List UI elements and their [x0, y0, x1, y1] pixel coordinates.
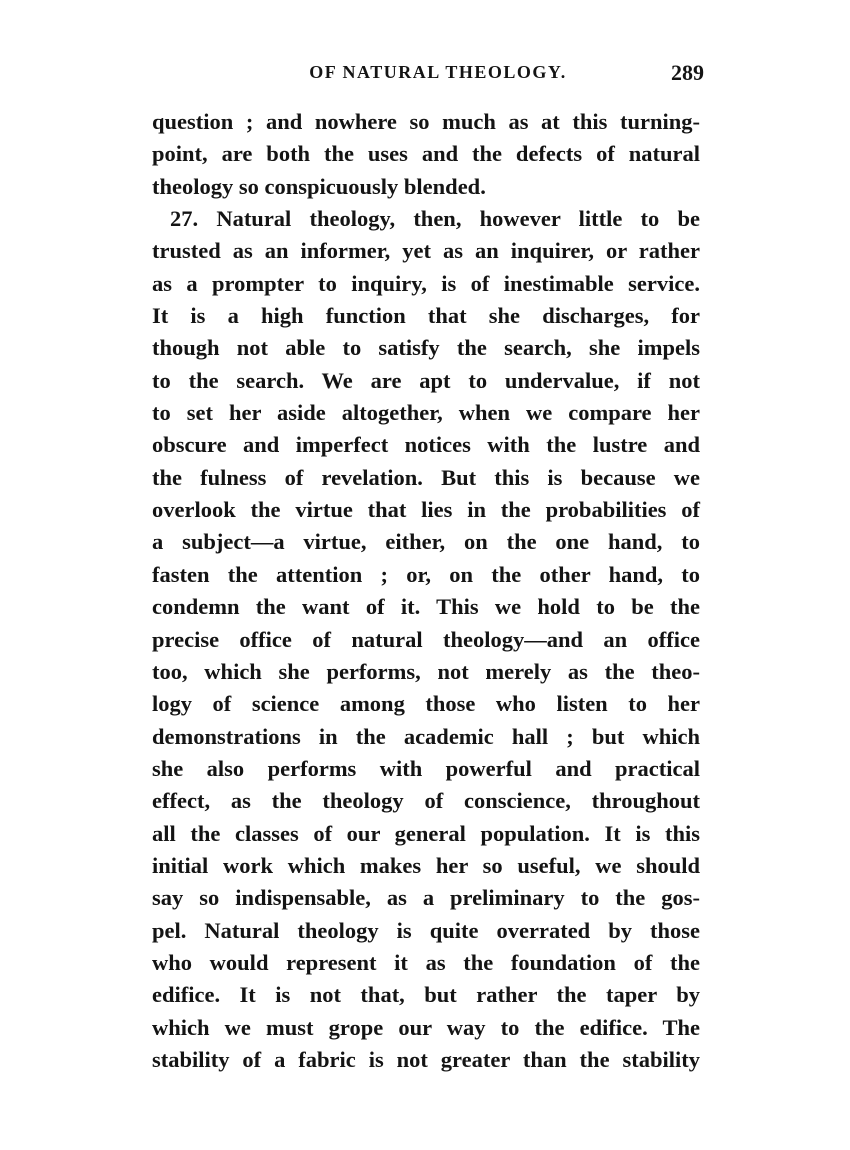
text-line: initial work which makes her so useful, we should — [152, 852, 700, 878]
text-line: the fulness of revelation. But this is because we — [152, 464, 700, 490]
text-line: demonstrations in the academic hall ; but which — [152, 723, 700, 749]
text-line: which we must grope our way to the edifice. The — [152, 1014, 700, 1040]
text-line: logy of science among those who listen to her — [152, 691, 700, 717]
text-line: to set her aside altogether, when we compare her — [152, 400, 700, 426]
running-title: OF NATURAL THEOLOGY. — [309, 62, 567, 82]
text-line: precise office of natural theology—and an office — [152, 626, 700, 652]
running-head — [152, 62, 704, 92]
text-line: effect, as the theology of conscience, throughout — [152, 788, 700, 814]
text-line: question ; and nowhere so much as at this turning- — [152, 109, 700, 134]
text-line: edifice. It is not that, but rather the taper by — [152, 982, 700, 1008]
text-line: say so indispensable, as a preliminary to the gos- — [152, 885, 700, 911]
text-line: overlook the virtue that lies in the probabilities of — [152, 497, 700, 523]
page-number: 289 — [671, 60, 704, 85]
text-line: to the search. We are apt to undervalue, if not — [152, 367, 700, 393]
text-line: as a prompter to inquiry, is of inestimable service. — [152, 270, 700, 296]
text-line: all the classes of our general population. It is this — [152, 820, 700, 846]
text-line: fasten the attention ; or, on the other hand, to — [152, 561, 700, 587]
text-line: stability of a fabric is not greater than the stability — [152, 1046, 700, 1072]
text-line: pel. Natural theology is quite overrated by those — [152, 917, 700, 943]
text-line: point, are both the uses and the defects of natural — [152, 141, 700, 167]
text-line: too, which she performs, not merely as the theo- — [152, 658, 700, 684]
text-line: she also performs with powerful and practical — [152, 755, 700, 781]
text-line: It is a high function that she discharges, for — [152, 303, 700, 329]
text-line: obscure and imperfect notices with the lustre and — [152, 432, 700, 458]
text-line: who would represent it as the foundation of the — [152, 949, 700, 975]
text-line: trusted as an informer, yet as an inquirer, or rather — [152, 238, 700, 264]
paragraph-start-line: 27. Natural theology, then, however little to be — [170, 206, 700, 232]
body-text — [152, 106, 700, 1076]
text-line: theology so conspicuously blended. — [152, 173, 486, 199]
text-line: a subject—a virtue, either, on the one hand, to — [152, 529, 700, 555]
text-line: condemn the want of it. This we hold to be the — [152, 594, 700, 620]
text-line: though not able to satisfy the search, she impels — [152, 335, 700, 361]
